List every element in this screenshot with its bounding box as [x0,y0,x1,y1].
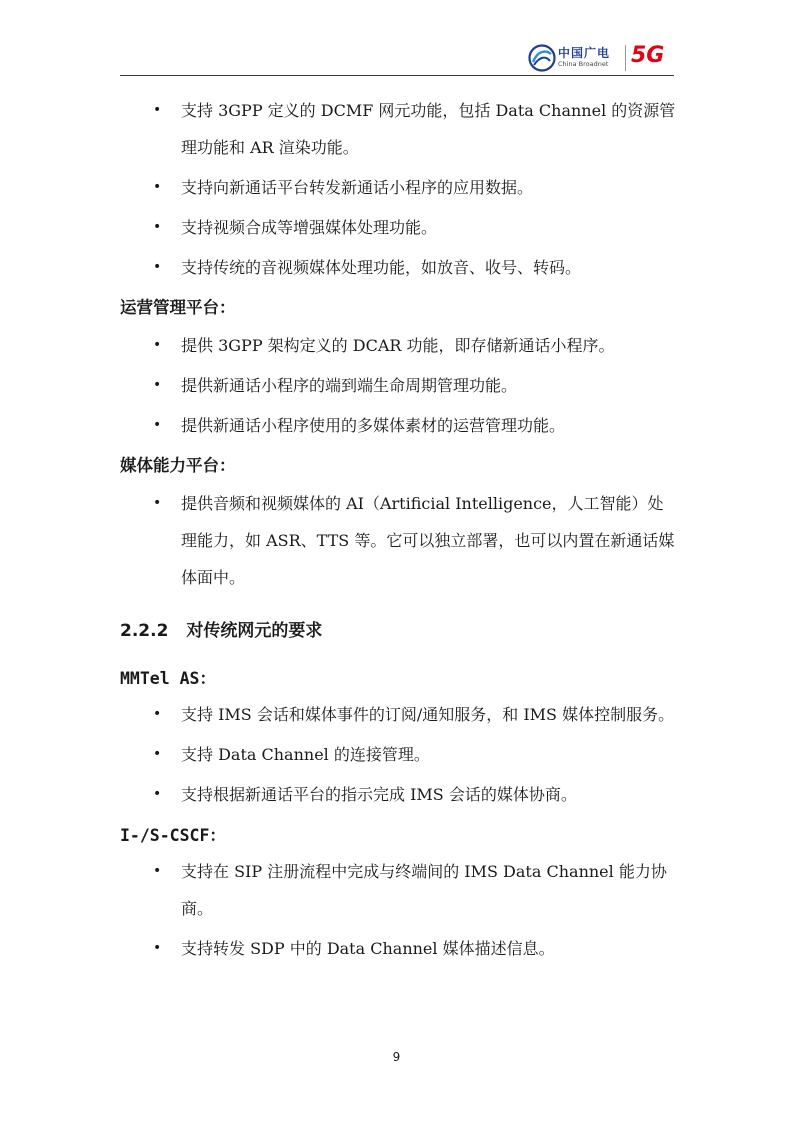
list-item [120,92,676,166]
list-item-text: 提供音频和视频媒体的 AI（Artificial Intelligence，人工智能）处理能力，如 ASR、TTS 等。它可以独立部署，也可以内置在新通话媒体面中。 [181,494,675,587]
list-item-text: 支持视频合成等增强媒体处理功能。 [181,218,438,237]
list-item [120,696,676,733]
list-item-text: 支持 3GPP 定义的 DCMF 网元功能，包括 Data Channel 的资源管理功能和 AR 渲染功能。 [181,101,676,157]
page-number: 9 [392,1050,401,1064]
bullet-icon: • [153,259,162,275]
bullet-icon: • [153,863,162,879]
list-item-text: 支持转发 SDP 中的 Data Channel 媒体描述信息。 [181,939,555,958]
bullet-icon: • [153,179,162,195]
list-item [120,930,676,967]
list-item-text: 支持根据新通话平台的指示完成 IMS 会话的媒体协商。 [181,785,577,804]
mmtel-heading: MMTel AS： [120,669,216,688]
list-item-text: 支持 IMS 会话和媒体事件的订阅/通知服务，和 IMS 媒体控制服务。 [181,705,675,724]
list-item [120,407,676,444]
bullet-icon: • [153,786,162,802]
list-item [120,209,676,246]
cscf-list [120,853,676,967]
media-list [120,485,676,596]
media-platform-heading: 媒体能力平台： [120,456,236,475]
bullet-icon: • [153,495,162,511]
page-header [0,0,793,80]
list-item [120,485,676,596]
list-item [120,327,676,364]
logo-separator [625,45,626,71]
document-body [120,92,676,970]
section-heading [120,618,676,644]
list-item [120,736,676,773]
list-item-text: 提供 3GPP 架构定义的 DCAR 功能，即存储新通话小程序。 [181,336,615,355]
bullet-icon: • [153,417,162,433]
broadnet-globe-icon [528,44,556,72]
mmtel-list [120,696,676,813]
list-item-text: 支持 Data Channel 的连接管理。 [181,745,430,764]
list-item-text: 支持传统的音视频媒体处理功能，如放音、收号、转码。 [181,258,582,277]
section-title: 对传统网元的要求 [186,621,323,641]
list-item [120,853,676,927]
china-broadnet-logo [528,42,676,74]
cscf-heading: I-/S-CSCF： [120,826,226,845]
bullet-icon: • [153,746,162,762]
list-item [120,169,676,206]
list-item [120,776,676,813]
bullet-icon: • [153,219,162,235]
header-rule [120,75,674,76]
ops-platform-heading: 运营管理平台： [120,298,236,317]
bullet-icon: • [153,102,162,118]
list-item-text: 提供新通话小程序使用的多媒体素材的运营管理功能。 [181,416,566,435]
logo-english-text: China Broadnet [558,60,609,68]
list-item [120,367,676,404]
bullet-icon: • [153,940,162,956]
bullet-icon: • [153,337,162,353]
logo-5g-text: 5G [631,43,665,68]
list-item-text: 提供新通话小程序的端到端生命周期管理功能。 [181,376,518,395]
bullet-icon: • [153,706,162,722]
section-number: 2.2.2 [120,621,169,641]
list-item [120,249,676,286]
dcmf-list [120,92,676,286]
list-item-text: 支持在 SIP 注册流程中完成与终端间的 IMS Data Channel 能力协商。 [181,862,667,918]
logo-chinese-text: 中国广电 [558,46,611,60]
list-item-text: 支持向新通话平台转发新通话小程序的应用数据。 [181,178,534,197]
ops-list [120,327,676,444]
bullet-icon: • [153,377,162,393]
